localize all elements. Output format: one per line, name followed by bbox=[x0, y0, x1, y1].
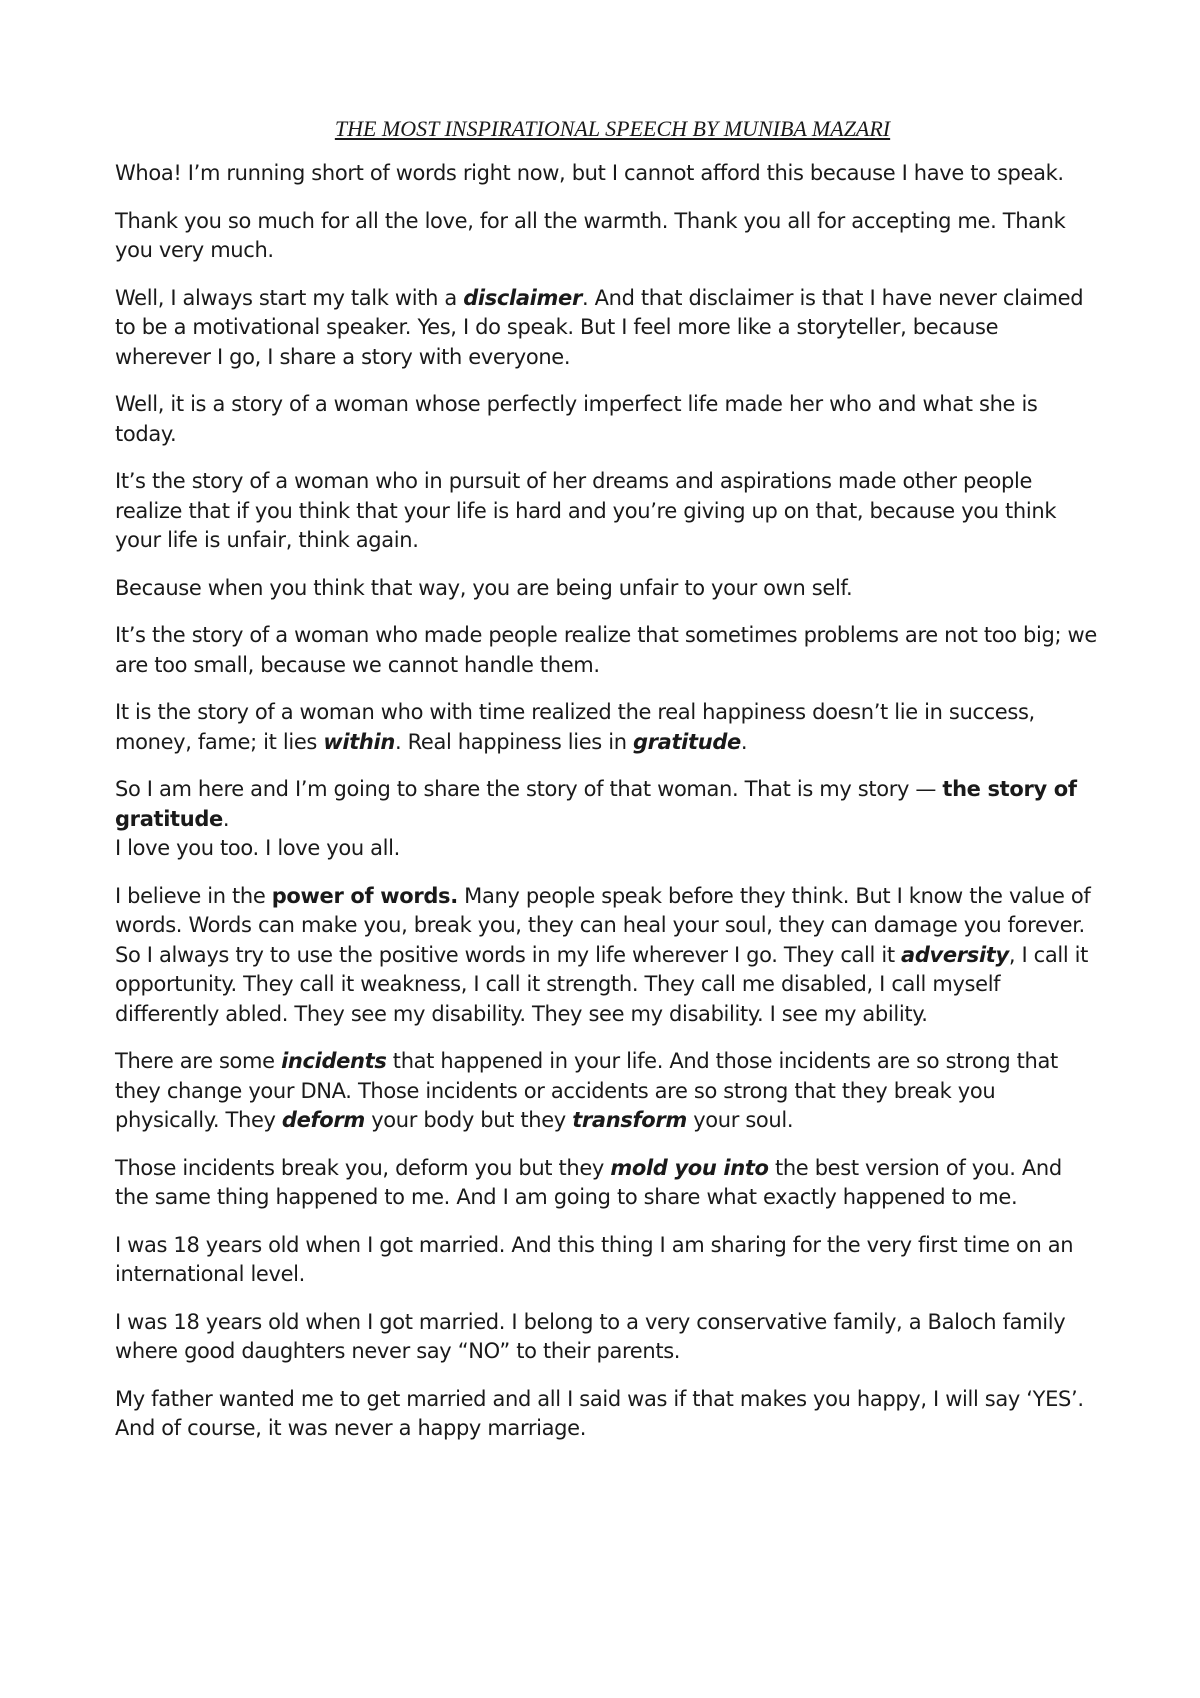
paragraph bbox=[115, 284, 1100, 373]
paragraph-text: Well, it is a story of a woman whose perfectly imperfect life made her who and what she is today. bbox=[115, 392, 1038, 446]
paragraph bbox=[115, 574, 1100, 604]
paragraph bbox=[115, 467, 1100, 556]
emphasized-phrase: incidents bbox=[281, 1049, 387, 1073]
paragraph bbox=[115, 159, 1100, 189]
paragraph bbox=[115, 882, 1100, 1030]
paragraph-text: Many people speak before they think. But I know the value of words. Words can make you, break you, they can heal your soul, they can damage you forever. So I always try to use the positive words in my life wherever I go. They call it bbox=[115, 883, 1091, 967]
paragraph-text: Because when you think that way, you are being unfair to your own self. bbox=[115, 575, 853, 600]
document-page bbox=[115, 114, 1100, 1462]
document-body bbox=[115, 159, 1100, 1444]
paragraph bbox=[115, 390, 1100, 449]
paragraph bbox=[115, 207, 1100, 266]
paragraph-text: Whoa! I’m running short of words right now, but I cannot afford this because I have to speak. bbox=[115, 161, 1064, 185]
emphasized-phrase: adversity bbox=[901, 942, 1009, 967]
paragraph bbox=[115, 1231, 1100, 1290]
paragraph-text: that happened in your life. And those incidents are so strong that they change your DNA. Those incidents or accidents are so strong that they break you physically. They bbox=[115, 1049, 1058, 1132]
paragraph-text: , I call it opportunity. They call it weakness, I call it strength. They call me disabled, I call myself differently abled. They see my disability. They see my disability. I see my ability. bbox=[115, 942, 1089, 1026]
paragraph bbox=[115, 834, 1100, 864]
paragraph-text: I believe in the bbox=[115, 883, 272, 908]
emphasized-phrase: disclaimer bbox=[463, 285, 582, 310]
paragraph-text: . bbox=[222, 806, 230, 831]
paragraph bbox=[115, 1154, 1100, 1213]
emphasized-phrase: mold you into bbox=[610, 1155, 769, 1180]
paragraph-text: Thank you so much for all the love, for all the warmth. Thank you all for accepting me. Thank you very much. bbox=[115, 208, 1066, 262]
paragraph-text: It’s the story of a woman who made people realize that sometimes problems are not too big; we are too small, because we cannot handle them. bbox=[115, 623, 1097, 677]
paragraph bbox=[115, 1047, 1100, 1136]
paragraph-text: My father wanted me to get married and all I said was if that makes you happy, I will say ‘YES’. And of course, it was never a happy marriage. bbox=[115, 1386, 1084, 1440]
document-title: THE MOST INSPIRATIONAL SPEECH BY MUNIBA MAZARI bbox=[334, 116, 891, 141]
paragraph-text: There are some bbox=[115, 1049, 282, 1073]
emphasized-phrase: within bbox=[323, 729, 395, 754]
paragraph-text: I love you too. I love you all. bbox=[115, 836, 400, 860]
paragraph-text: It is the story of a woman who with time realized the real happiness doesn’t lie in success, money, fame; it lies bbox=[115, 700, 1035, 754]
paragraph-text: your soul. bbox=[686, 1108, 794, 1132]
paragraph bbox=[115, 621, 1100, 680]
paragraph-text: your body but they bbox=[364, 1108, 573, 1132]
paragraph-text: Those incidents break you, deform you but they bbox=[115, 1155, 611, 1180]
emphasized-phrase: transform bbox=[572, 1108, 687, 1132]
paragraph-text: . Real happiness lies in bbox=[394, 729, 633, 754]
paragraph-text: It’s the story of a woman who in pursuit of her dreams and aspirations made other people realize that if you think that your life is hard and you’re giving up on that, because you think your life is unfair, think again. bbox=[115, 469, 1057, 552]
paragraph-text: I was 18 years old when I got married. I belong to a very conservative family, a Baloch family where good daughters never say “NO” to their parents. bbox=[115, 1309, 1066, 1363]
paragraph bbox=[115, 1308, 1100, 1367]
emphasized-phrase: gratitude bbox=[632, 729, 741, 754]
paragraph-text: Well, I always start my talk with a bbox=[115, 285, 464, 310]
paragraph-text: . And that disclaimer is that I have never claimed to be a motivational speaker. Yes, I do speak. But I feel more like a storyteller, because wherever I go, I share a story with everyone. bbox=[115, 285, 1084, 369]
paragraph bbox=[115, 698, 1100, 757]
paragraph-text: I was 18 years old when I got married. And this thing I am sharing for the very first time on an international level. bbox=[115, 1232, 1074, 1286]
emphasized-phrase: the story of gratitude bbox=[115, 777, 1077, 831]
paragraph bbox=[115, 775, 1100, 834]
emphasized-phrase: deform bbox=[281, 1108, 365, 1132]
paragraph-text: So I am here and I’m going to share the story of that woman. That is my story — bbox=[115, 777, 943, 801]
emphasized-phrase: power of words. bbox=[271, 883, 458, 908]
paragraph-text: the best version of you. And the same thing happened to me. And I am going to share what exactly happened to me. bbox=[115, 1155, 1062, 1209]
paragraph bbox=[115, 1385, 1100, 1444]
paragraph-text: . bbox=[740, 729, 748, 754]
